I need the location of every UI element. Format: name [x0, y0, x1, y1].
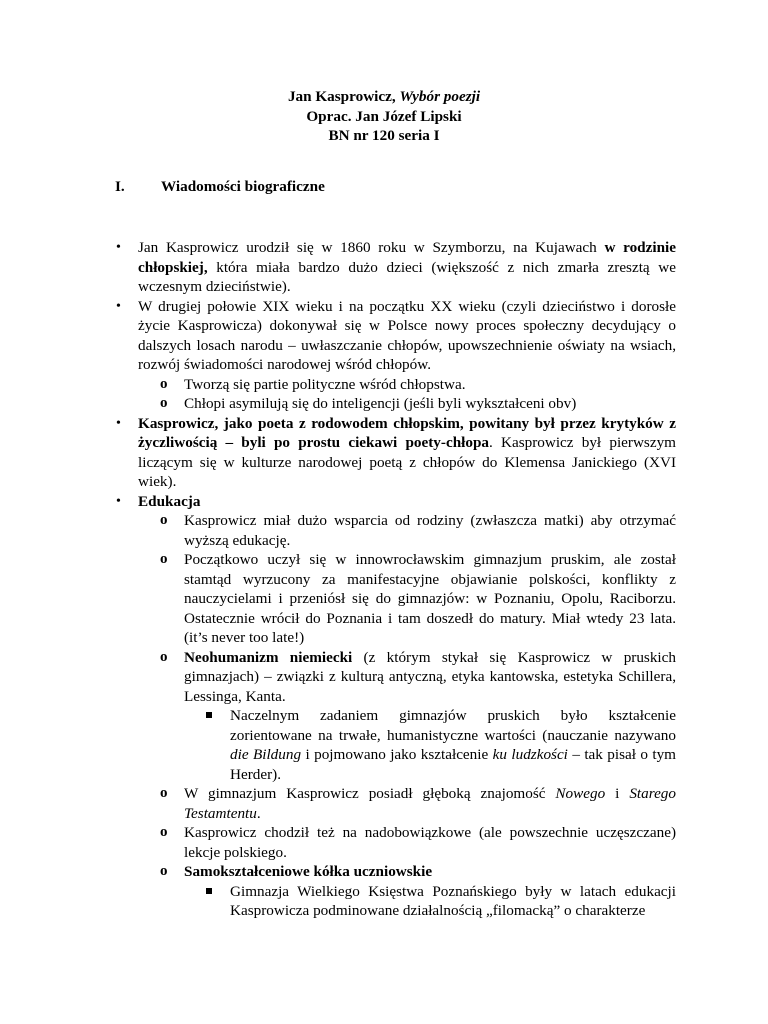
bullet-icon: • — [116, 298, 121, 314]
bullet-icon: • — [116, 240, 121, 255]
list-item: • Edukacja — [116, 492, 201, 510]
circle-bullet-icon: o — [160, 824, 168, 840]
sub-sub-list-item: Gimnazja Wielkiego Księstwa Poznańskiego były w latach edukacji Kasprowicza podminowane działalnością „filomacką” o charakterze — [230, 882, 676, 921]
document-header — [0, 87, 768, 146]
section-number: I. — [115, 178, 125, 195]
sub-list-item: o Kasprowicz miał dużo wsparcia od rodziny (zwłaszcza matki) aby otrzymać wyższą edukację. — [160, 512, 676, 549]
sub-list-item: o Neohumanizm niemiecki (z którym stykał się Kasprowicz w pruskich gimnazjach) – związki z kulturą antyczną, etyka kantowska, estetyka Schillera, Lessinga, Kanta. — [160, 648, 676, 705]
book-title: Wybór poezji — [399, 88, 481, 105]
sub-list-item: o Samokształceniowe kółka uczniowskie — [160, 863, 433, 880]
list-item: • Jan Kasprowicz urodził się w 1860 roku w Szymborzu, na Kujawach w rodzinie chłopskiej, która miała bardzo dużo dzieci (większość z nich zmarła zresztą we wczesnym dzieciństwie). — [116, 239, 676, 295]
header-series-line: BN nr 120 seria I — [328, 127, 440, 144]
sub-sub-list-item: Naczelnym zadaniem gimnazjów pruskich było kształcenie zorientowane na trwałe, humanistyczne wartości (nauczanie nazywano die Bildung i pojmowano jako kształcenie ku ludzkości – tak pisał o tym Herder). — [230, 706, 676, 784]
list-item: • W drugiej połowie XIX wieku i na początku XX wieku (czyli dzieciństwo i dorosłe życie Kasprowicza) dokonywał się w Polsce nowy proces społeczny decydujący o dalszych losach narodu – uwłaszczanie chłopów, upowszechnienie oświaty na wsiach, rozwój świadomości narodowej wśród chłopów. — [116, 297, 676, 373]
header-editor-line: Oprac. Jan Józef Lipski — [306, 107, 462, 125]
section-title: Wiadomości biograficzne — [161, 178, 325, 195]
square-bullet-icon — [206, 888, 212, 894]
bullet-list — [116, 238, 676, 921]
sub-list-item: o W gimnazjum Kasprowicz posiadł głęboką znajomość Nowego i Starego Testamtentu. — [160, 785, 676, 822]
bullet-icon: • — [116, 415, 121, 431]
header-title-line: Jan Kasprowicz, Wybór poezji — [287, 88, 481, 105]
list-item: • Kasprowicz, jako poeta z rodowodem chłopskim, powitany był przez krytyków z życzliwością – byli po prostu ciekawi poety-chłopa. Kasprowicz był pierwszym liczącym się w kulturze narodowej poetą z chłopów do Klemensa Janickiego (XVI wiek). — [116, 414, 676, 490]
circle-bullet-icon: o — [160, 551, 168, 567]
circle-bullet-icon: o — [160, 395, 168, 411]
sub-list-item: o Tworzą się partie polityczne wśród chłopstwa. — [160, 375, 466, 393]
sub-list-item: o Kasprowicz chodził też na nadobowiązkowe (ale powszechnie uczęszczane) lekcje polskiego. — [160, 824, 676, 861]
circle-bullet-icon: o — [160, 863, 168, 879]
circle-bullet-icon: o — [160, 512, 168, 528]
circle-bullet-icon: o — [160, 375, 168, 392]
sub-list-item: o Chłopi asymilują się do inteligencji (jeśli byli wykształceni obv) — [160, 395, 577, 412]
square-bullet-icon — [206, 712, 212, 718]
circle-bullet-icon: o — [160, 785, 168, 801]
bullet-icon: • — [116, 493, 121, 509]
circle-bullet-icon: o — [160, 648, 168, 665]
sub-list-item: o Początkowo uczył się w innowrocławskim gimnazjum pruskim, ale został stamtąd wyrzucony za manifestacyjne objawianie polskości, konflikty z nauczycielami i przeniósł się do gimnazjów: w Poznaniu, Opolu, Raciborzu. Ostatecznie wrócił do Poznania i tam doszedł do matury. Miał wtedy 23 lata. (it’s never too late!) — [160, 551, 676, 646]
section-heading — [115, 177, 325, 197]
